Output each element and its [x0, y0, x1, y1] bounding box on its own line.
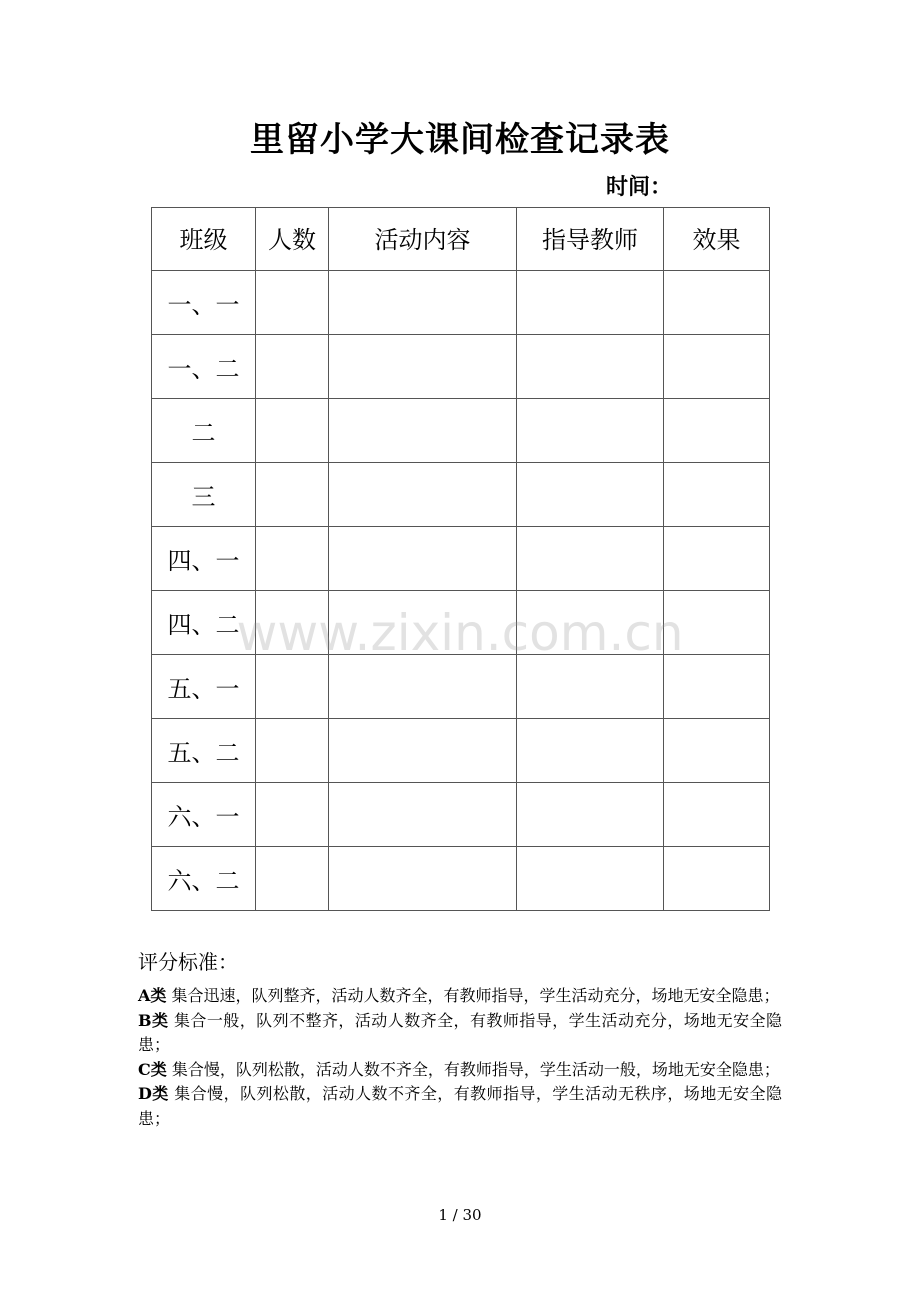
- criteria-list: [138, 984, 782, 1131]
- grade-label: D类: [138, 1084, 169, 1103]
- count-cell: [256, 463, 329, 527]
- criteria-item: [138, 1009, 782, 1058]
- teacher-cell: [517, 271, 664, 335]
- table-row: [152, 847, 770, 911]
- count-cell: [256, 271, 329, 335]
- class-cell: 一、二: [152, 335, 256, 399]
- header-class: 班级: [152, 208, 256, 271]
- result-cell: [664, 399, 770, 463]
- result-cell: [664, 655, 770, 719]
- table-row: [152, 783, 770, 847]
- result-cell: [664, 847, 770, 911]
- teacher-cell: [517, 847, 664, 911]
- criteria-heading: 评分标准：: [138, 950, 238, 974]
- class-cell: 五、二: [152, 719, 256, 783]
- activity-cell: [329, 271, 517, 335]
- table-row: [152, 719, 770, 783]
- criteria-text: 集合一般，队列不整齐，活动人数齐全，有教师指导，学生活动充分，场地无安全隐患；: [138, 1010, 782, 1054]
- class-cell: 二: [152, 399, 256, 463]
- count-cell: [256, 719, 329, 783]
- result-cell: [664, 591, 770, 655]
- count-cell: [256, 591, 329, 655]
- activity-cell: [329, 399, 517, 463]
- count-cell: [256, 783, 329, 847]
- result-cell: [664, 527, 770, 591]
- teacher-cell: [517, 783, 664, 847]
- activity-cell: [329, 847, 517, 911]
- activity-cell: [329, 719, 517, 783]
- criteria-item: [138, 1058, 782, 1083]
- activity-cell: [329, 463, 517, 527]
- header-teacher: 指导教师: [517, 208, 664, 271]
- table-header-row: [152, 208, 770, 271]
- table-row: [152, 335, 770, 399]
- criteria-item: [138, 984, 782, 1009]
- table-row: [152, 527, 770, 591]
- class-cell: 四、一: [152, 527, 256, 591]
- criteria-text: 集合迅速，队列整齐，活动人数齐全，有教师指导，学生活动充分，场地无安全隐患；: [166, 986, 780, 1005]
- teacher-cell: [517, 399, 664, 463]
- teacher-cell: [517, 335, 664, 399]
- result-cell: [664, 783, 770, 847]
- result-cell: [664, 271, 770, 335]
- count-cell: [256, 335, 329, 399]
- teacher-cell: [517, 719, 664, 783]
- grade-label: B类: [138, 1010, 169, 1030]
- header-activity: 活动内容: [329, 208, 517, 271]
- table-row: [152, 271, 770, 335]
- class-cell: 三: [152, 463, 256, 527]
- teacher-cell: [517, 527, 664, 591]
- result-cell: [664, 719, 770, 783]
- count-cell: [256, 527, 329, 591]
- class-cell: 一、一: [152, 271, 256, 335]
- criteria-text: 集合慢，队列松散，活动人数不齐全，有教师指导，学生活动无秩序，场地无安全隐患；: [138, 1084, 782, 1128]
- table-row: [152, 655, 770, 719]
- criteria-item: [138, 1082, 782, 1131]
- class-cell: 六、二: [152, 847, 256, 911]
- header-result: 效果: [664, 208, 770, 271]
- activity-cell: [329, 335, 517, 399]
- page-number: 1 / 30: [438, 1206, 482, 1224]
- class-cell: 五、一: [152, 655, 256, 719]
- watermark: www.zixin.com.cn: [236, 604, 684, 662]
- table-row: [152, 463, 770, 527]
- activity-cell: [329, 527, 517, 591]
- count-cell: [256, 399, 329, 463]
- activity-cell: [329, 655, 517, 719]
- class-cell: 六、一: [152, 783, 256, 847]
- class-cell: 四、二: [152, 591, 256, 655]
- activity-cell: [329, 591, 517, 655]
- grade-label: C类: [138, 1059, 167, 1079]
- teacher-cell: [517, 591, 664, 655]
- grade-label: A类: [138, 986, 167, 1005]
- table-row: [152, 591, 770, 655]
- teacher-cell: [517, 463, 664, 527]
- result-cell: [664, 335, 770, 399]
- criteria-text: 集合慢，队列松散，活动人数不齐全，有教师指导，学生活动一般，场地无安全隐患；: [166, 1059, 780, 1079]
- document-title: 里留小学大课间检查记录表: [250, 120, 670, 160]
- table-row: [152, 399, 770, 463]
- teacher-cell: [517, 655, 664, 719]
- count-cell: [256, 655, 329, 719]
- time-label: 时间：: [606, 174, 673, 200]
- result-cell: [664, 463, 770, 527]
- activity-cell: [329, 783, 517, 847]
- count-cell: [256, 847, 329, 911]
- header-count: 人数: [256, 208, 329, 271]
- inspection-table: [151, 207, 770, 911]
